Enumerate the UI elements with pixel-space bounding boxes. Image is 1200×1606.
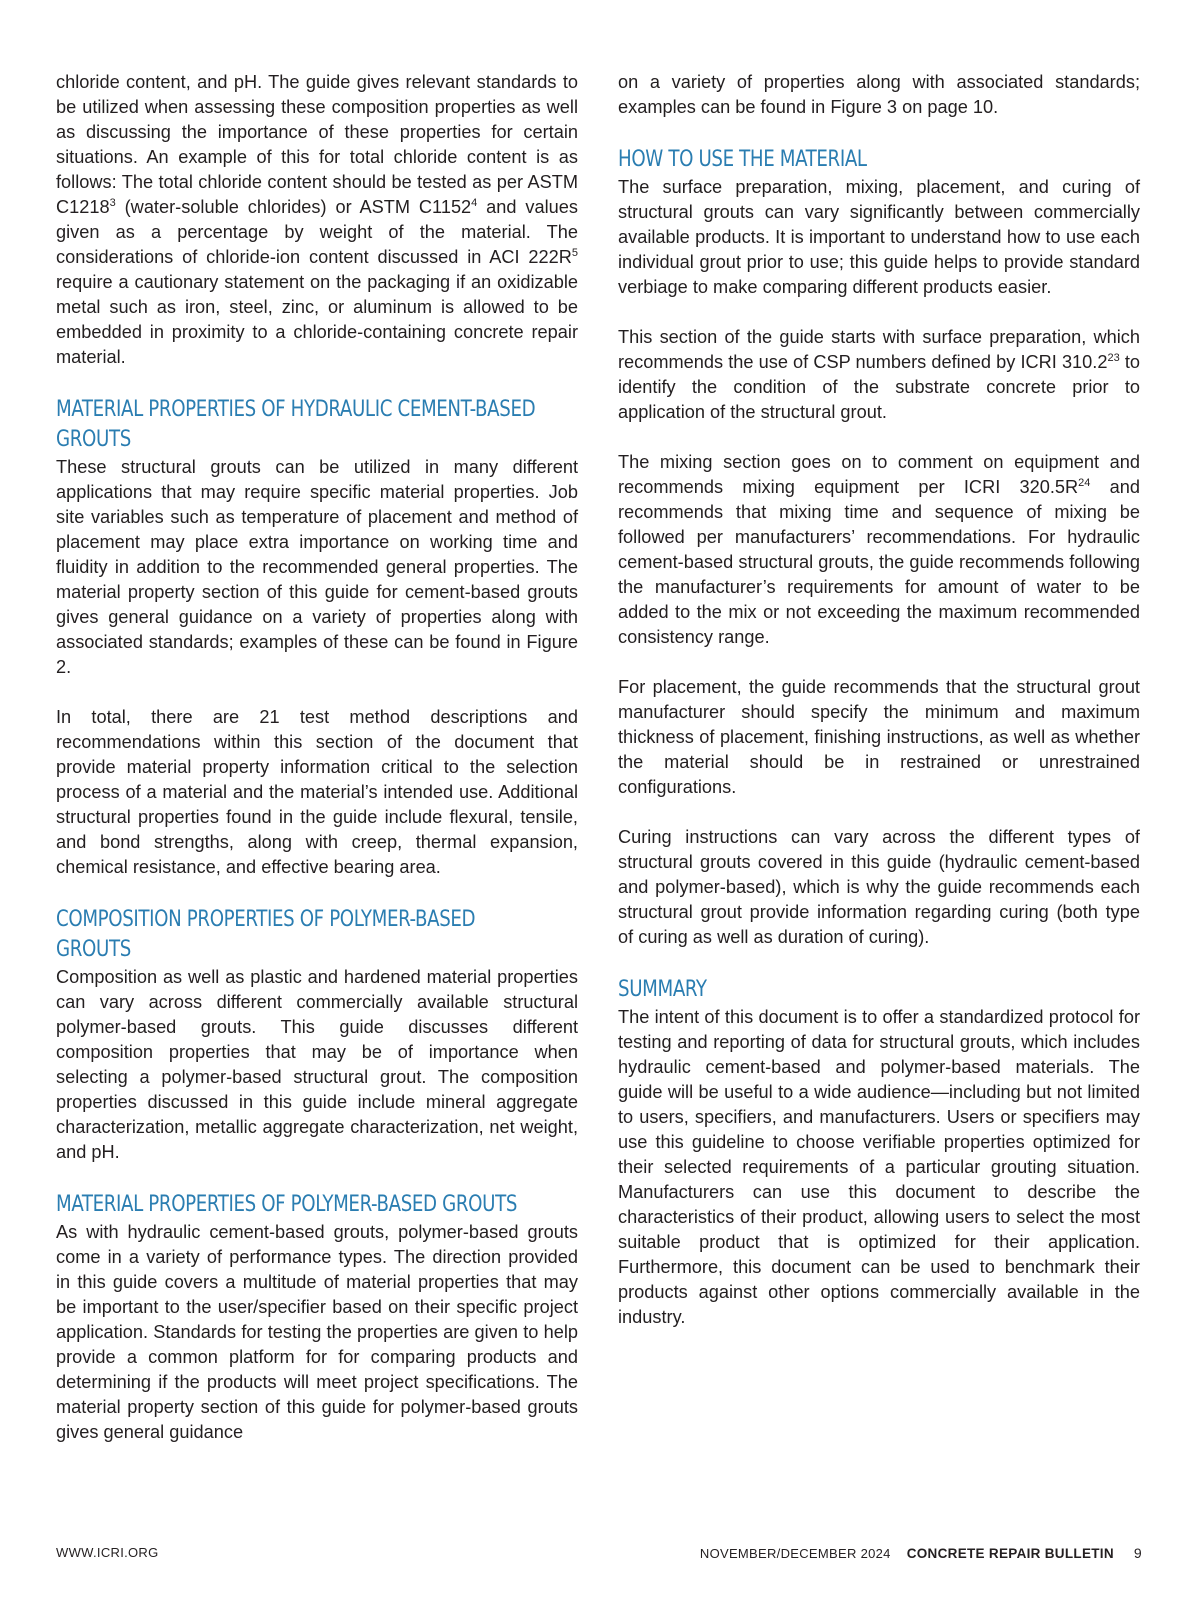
left-paragraph-structural-grouts: These structural grouts can be utilized in many different applications that may require specific material properties. Job site variables such as temperature of placement and method of placement may place extra importance on working time and fluidity in addition to the recommended general properties. The material property section of this guide for cement-based grouts gives general guidance on a variety of properties along with associated standards; examples of these can be found in Figure 2. — [56, 457, 578, 677]
heading-material-properties-cement — [56, 395, 536, 455]
text-span: This section of the guide starts with surface preparation, which recommends the use of CSP numbers defined by ICRI 310.2 — [618, 327, 1140, 372]
right-paragraph-curing: Curing instructions can vary across the different types of structural grouts covered in this guide (hydraulic cement-based and polymer-based), which is why the guide recommends each structural grout provide information regarding curing (both type of curing as well as duration of curing). — [618, 827, 1140, 947]
heading-material-properties-polymer: MATERIAL PROPERTIES OF POLYMER-BASED GROUTS — [56, 1192, 518, 1217]
text-span: chloride content, and pH. The guide gives relevant standards to be utilized when assessing these composition properties as well as discussing the importance of these properties for certain situations. An example of this for total chloride content is as follows: The total chloride content should be tested as per ASTM C1218 — [56, 72, 578, 217]
text-span: and values given as a percentage by weight of the material. The considerations of chloride-ion content discussed in ACI 222R — [56, 197, 578, 267]
text-span: (water-soluble chlorides) or ASTM C1152 — [115, 197, 472, 217]
text-span: and recommends that mixing time and sequence of mixing be followed per manufacturers’ recommendations. For hydraulic cement-based structural grouts, the guide recommends following the manufacturer’s requirements for amount of water to be added to the mix or not exceeding the maximum recommended consistency range. — [618, 477, 1140, 647]
footer-publication: CONCRETE REPAIR BULLETIN — [906, 1546, 1114, 1561]
right-paragraph-summary: The intent of this document is to offer a standardized protocol for testing and reporting of data for structural grouts, which includes hydraulic cement-based and polymer-based materials. The guide will be useful to a wide audience—including but not limited to users, specifiers, and manufacturers. Users or specifiers may use this guideline to choose verifiable properties optimized for their selected requirements of a particular grouting situation. Manufacturers can use this document to describe the characteristics of their product, allowing users to select the most suitable product that is optimized for their application. Furthermore, this document can be used to benchmark their products against other options commercially available in the industry. — [618, 1007, 1140, 1327]
left-paragraph-polymer-grouts: As with hydraulic cement-based grouts, polymer-based grouts come in a variety of performance types. The direction provided in this guide covers a multitude of material properties that may be important to the user/specifier based on their specific project application. Standards for testing the properties are given to help provide a common platform for for comparing products and determining if the products will meet project specifications. The material property section of this guide for polymer-based grouts gives general guidance — [56, 1222, 578, 1442]
footer-issue: NOVEMBER/DECEMBER 2024 — [699, 1546, 891, 1561]
right-paragraph-placement: For placement, the guide recommends that the structural grout manufacturer should specify the minimum and maximum thickness of placement, finishing instructions, as well as whether the material should be in restrained or unrestrained configurations. — [618, 677, 1140, 797]
heading-line: MATERIAL PROPERTIES OF HYDRAULIC CEMENT-BASED — [56, 397, 536, 422]
heading-line: GROUTS — [56, 427, 131, 452]
footnote-ref: 23 — [1107, 352, 1120, 364]
right-column — [618, 70, 1140, 1355]
footnote-ref: 4 — [471, 197, 478, 209]
text-span: require a cautionary statement on the packaging if an oxidizable metal such as iron, steel, zinc, or aluminum is allowed to be embedded in proximity to a chloride-containing concrete repair material. — [56, 272, 578, 367]
left-column — [56, 70, 578, 1470]
footnote-ref: 5 — [571, 247, 578, 259]
heading-line: COMPOSITION PROPERTIES OF POLYMER-BASED — [56, 907, 476, 932]
heading-summary: SUMMARY — [618, 977, 707, 1002]
heading-composition-polymer — [56, 905, 536, 965]
right-paragraph-surface-prep-intro: The surface preparation, mixing, placement, and curing of structural grouts can vary significantly between commercially available products. It is important to understand how to use each individual grout prior to use; this guide helps to provide standard verbiage to make comparing different products easier. — [618, 177, 1140, 297]
footnote-ref: 24 — [1078, 477, 1091, 489]
footnote-ref: 3 — [109, 197, 116, 209]
text-span: The mixing section goes on to comment on equipment and recommends mixing equipment per ICRI 320.5R — [618, 452, 1140, 497]
text-span: to identify the condition of the substrate concrete prior to application of the structural grout. — [618, 352, 1140, 422]
footer-publication-info — [700, 1544, 1142, 1563]
left-paragraph-composition: Composition as well as plastic and hardened material properties can vary across different commercially available structural polymer-based grouts. This guide discusses different composition properties that may be of importance when selecting a polymer-based structural grout. The composition properties discussed in this guide include mineral aggregate characterization, metallic aggregate characterization, net weight, and pH. — [56, 967, 578, 1162]
right-paragraph-surface-prep — [618, 325, 1140, 425]
footer-website: WWW.ICRI.ORG — [56, 1545, 159, 1560]
footer-page-number: 9 — [1133, 1545, 1142, 1561]
left-paragraph-chloride — [56, 70, 578, 370]
heading-line: GROUTS — [56, 937, 131, 962]
right-paragraph-continuation: on a variety of properties along with associated standards; examples can be found in Figure 3 on page 10. — [618, 72, 1140, 117]
left-paragraph-test-methods: In total, there are 21 test method descriptions and recommendations within this section of the document that provide material property information critical to the selection process of a material and the material’s intended use. Additional structural properties found in the guide include flexural, tensile, and bond strengths, along with creep, thermal expansion, chemical resistance, and effective bearing area. — [56, 707, 578, 877]
heading-how-to-use: HOW TO USE THE MATERIAL — [618, 147, 867, 172]
right-paragraph-mixing — [618, 450, 1140, 650]
